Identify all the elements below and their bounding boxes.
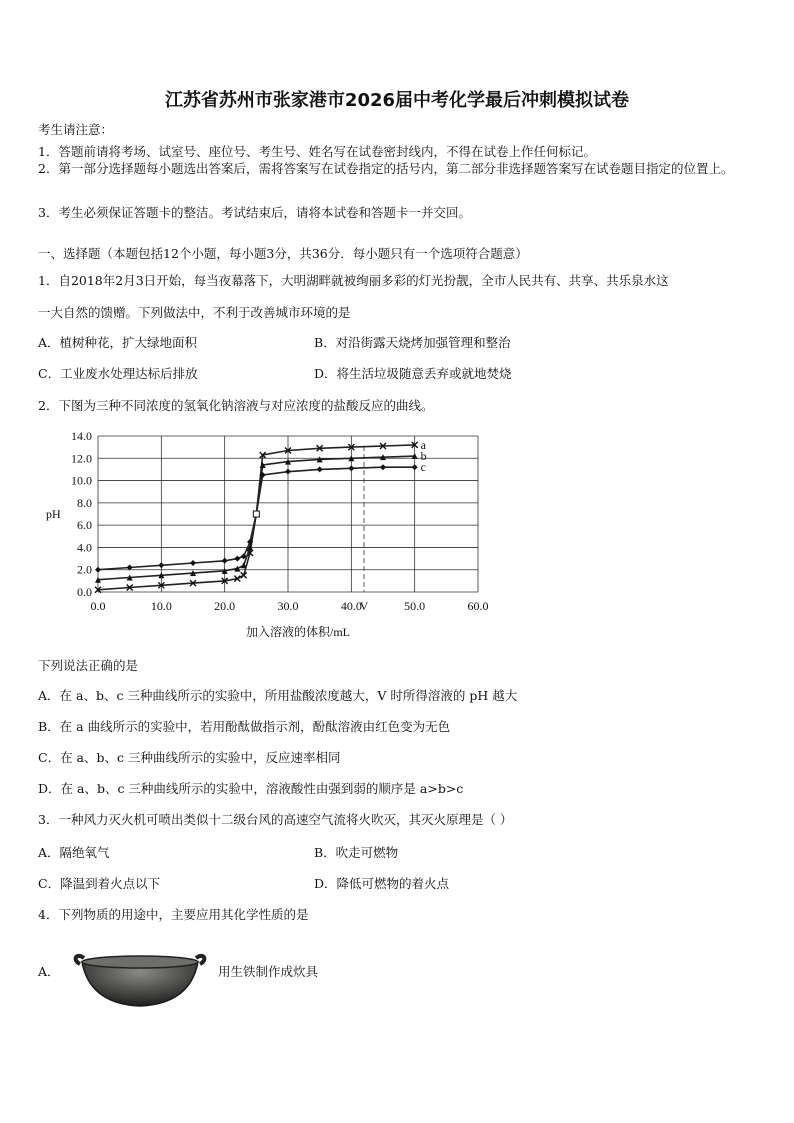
q3-option-a: A．隔绝氧气 [38, 845, 110, 860]
x-tick-label: 30.0 [277, 599, 299, 613]
series-c-point [285, 469, 291, 475]
wok-image [70, 944, 210, 1010]
series-c-point [412, 464, 418, 470]
series-b-label: b [420, 449, 427, 464]
series-c-point [380, 464, 386, 470]
notice-item-2: 2．第一部分选择题每小题选出答案后，需将答案写在试卷指定的括号内，第二部分非选择题答案写在试卷题目指定的位置上。 [38, 161, 734, 176]
q2-option-d: D．在 a、b、c 三种曲线所示的实验中，溶液酸性由强到弱的顺序是 a>b>c [38, 781, 464, 796]
notice-heading: 考生请注意： [38, 122, 114, 137]
series-c-point [95, 567, 101, 573]
q1-option-c: C．工业废水处理达标后排放 [38, 366, 198, 381]
q3-option-c: C．降温到着火点以下 [38, 876, 161, 891]
q1-stem-line1: 1．自2018年2月3日开始，每当夜幕落下，大明湖畔就被绚丽多彩的灯光扮靓，全市人民共有、共享、共乐泉水这 [38, 273, 669, 288]
series-c-point [190, 560, 196, 566]
notice-item-3: 3．考生必须保证答题卡的整洁。考试结束后，请将本试卷和答题卡一并交回。 [38, 205, 471, 220]
q2-option-c: C．在 a、b、c 三种曲线所示的实验中，反应速率相同 [38, 750, 341, 765]
y-tick-label: 6.0 [77, 518, 92, 533]
q4-option-a-label: A． [38, 964, 60, 979]
series-c-point [222, 558, 228, 564]
x-tick-label: 10.0 [150, 599, 172, 613]
y-tick-label: 10.0 [71, 473, 92, 488]
x-tick-label: 50.0 [404, 599, 426, 613]
series-c-label: c [420, 460, 426, 475]
series-c-point [234, 556, 240, 562]
y-axis-label: pH [46, 507, 61, 521]
q3-option-b: B．吹走可燃物 [314, 845, 399, 860]
y-tick-label: 4.0 [77, 540, 92, 555]
y-tick-label: 14.0 [71, 429, 92, 443]
y-tick-label: 0.0 [77, 585, 92, 599]
q1-option-a: A．植树种花，扩大绿地面积 [38, 335, 198, 350]
series-c-point [158, 562, 164, 568]
q4-stem: 4．下列物质的用途中，主要应用其化学性质的是 [38, 907, 309, 922]
series-b-line [98, 456, 415, 580]
x-tick-label: 40.0 [340, 599, 362, 613]
page-title: 江苏省苏州市张家港市2026届中考化学最后冲刺模拟试卷 [164, 90, 630, 111]
x-tick-label: 20.0 [214, 599, 236, 613]
x-axis-label: 加入溶液的体积/mL [246, 625, 350, 639]
series-c-point [348, 465, 354, 471]
x-tick-label: 0.0 [90, 599, 106, 613]
equivalence-point-marker [253, 511, 259, 517]
v-marker-label: V [359, 599, 369, 613]
y-tick-label: 8.0 [77, 495, 92, 510]
q2-stem: 2．下图为三种不同浓度的氢氧化钠溶液与对应浓度的盐酸反应的曲线。 [38, 398, 434, 413]
notice-item-1: 1．答题前请将考场、试室号、座位号、考生号、姓名写在试卷密封线内，不得在试卷上作任何标记。 [38, 144, 596, 159]
q2-option-a: A．在 a、b、c 三种曲线所示的实验中，所用盐酸浓度越大，V 时所得溶液的 pH 越大 [38, 688, 518, 703]
x-tick-label: 60.0 [467, 599, 489, 613]
q2-option-b: B．在 a 曲线所示的实验中，若用酚酞做指示剂，酚酞溶液由红色变为无色 [38, 719, 451, 734]
q2-prompt: 下列说法正确的是 [38, 658, 139, 673]
q1-option-d: D．将生活垃圾随意丢弃或就地焚烧 [314, 366, 512, 381]
q1-option-b: B．对沿街露天烧烤加强管理和整治 [314, 335, 511, 350]
y-tick-label: 2.0 [77, 562, 92, 577]
q1-stem-line2: 一大自然的馈赠。下列做法中，不利于改善城市环境的是 [38, 305, 351, 320]
ph-titration-chart [38, 422, 508, 642]
series-a-label: a [420, 437, 426, 452]
y-tick-label: 12.0 [71, 451, 92, 466]
series-c-point [317, 466, 323, 472]
q3-option-d: D．降低可燃物的着火点 [314, 876, 450, 891]
q3-stem: 3．一种风力灭火机可喷出类似十二级台风的高速空气流将火吹灭，其灭火原理是（ ） [38, 812, 513, 827]
section-heading: 一、选择题（本题包括12个小题，每小题3分，共36分．每小题只有一个选项符合题意） [38, 246, 528, 261]
q4-option-a-text: 用生铁制作成炊具 [218, 964, 319, 979]
